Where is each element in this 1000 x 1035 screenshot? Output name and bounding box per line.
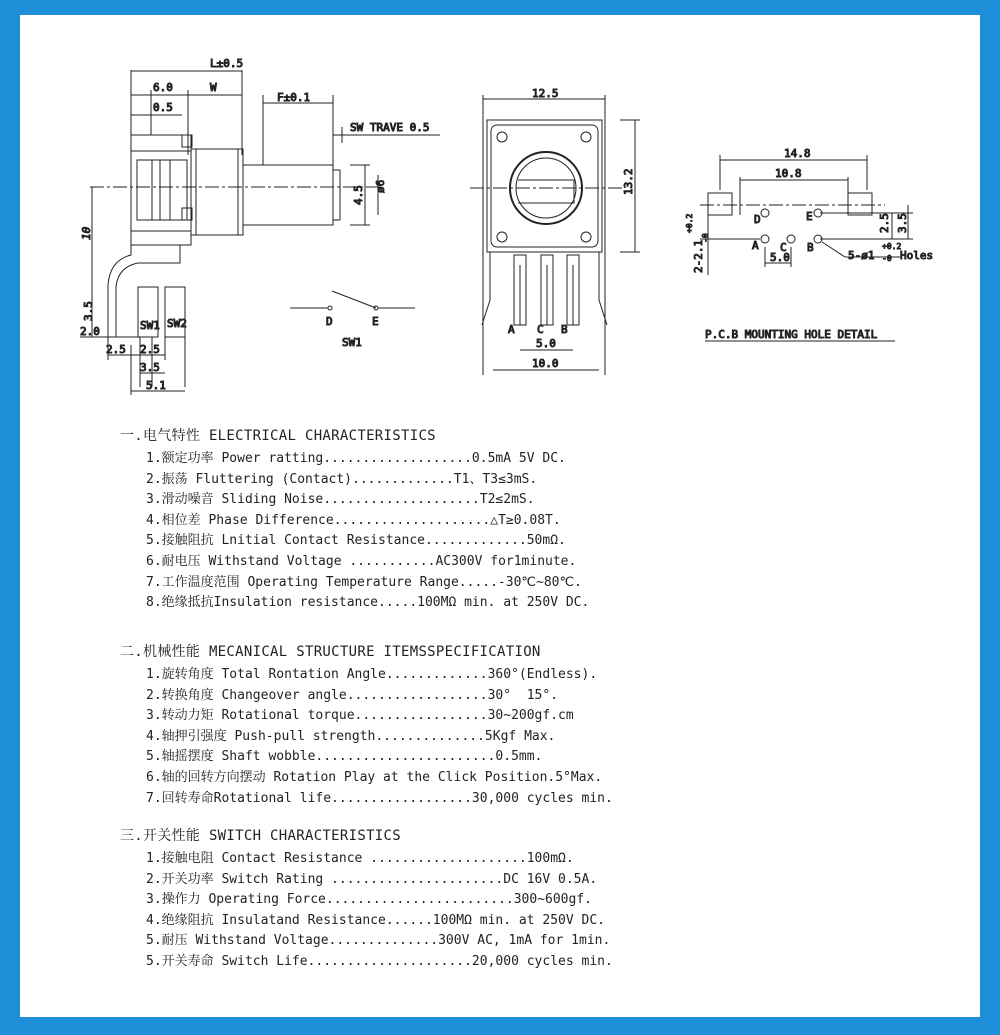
mechanical-section (120, 641, 613, 809)
spec-line: 3.滑动噪音 Sliding Noise....................T2≤2mS. (146, 492, 535, 508)
dim-3-5-left: 3.5 (82, 301, 95, 321)
switch-label: SW1 (342, 336, 362, 349)
spec-line: 5.轴摇摆度 Shaft wobble.......................0.5mm. (146, 749, 543, 765)
switch-pin-d: D (326, 315, 333, 328)
spec-line: 7.回转寿命Rotational life..................30,000 cycles min. (146, 790, 613, 806)
spec-line: 4.轴押引强度 Push-pull strength..............5Kgf Max. (146, 728, 556, 744)
dim-2-2-1: 2-2.1 (692, 239, 705, 273)
dim-4-5: 4.5 (352, 185, 365, 205)
spec-line: 5.接触阻抗 Lnitial Contact Resistance.............50mΩ. (146, 533, 566, 549)
dim-5-1: 5.1 (146, 379, 166, 392)
switch-pin-e: E (372, 315, 379, 328)
switch-list (120, 849, 613, 973)
label-sw1: SW1 (140, 319, 160, 332)
switch-section (120, 825, 613, 973)
technical-drawing (20, 15, 980, 415)
holes-prefix: 5-ø1 (848, 249, 875, 262)
dim-2-5-a: 2.5 (106, 343, 126, 356)
dim-3-5-bottom: 3.5 (140, 361, 160, 374)
spec-line: 1.接触电阻 Contact Resistance ....................100mΩ. (146, 851, 574, 866)
dim-14-8: 14.8 (784, 147, 811, 160)
spec-line: 6.耐电压 Withstand Voltage ...........AC300V for1minute. (146, 553, 577, 569)
dim-pcb-2-5: 2.5 (878, 213, 891, 233)
holes-suffix: Holes (900, 249, 934, 262)
dim-10-0: 10.0 (532, 357, 559, 370)
spec-line: 4.相位差 Phase Difference....................△T≥0.08T. (146, 512, 561, 528)
dim-l: L±0.5 (210, 57, 244, 70)
holes-tol-plus: +0.2 (882, 242, 902, 251)
dim-12-5: 12.5 (532, 87, 559, 100)
dim-pcb-5-0: 5.0 (770, 251, 790, 264)
dim-0-5: 0.5 (153, 101, 173, 114)
section-title-electrical: 一.电气特性 ELECTRICAL CHARACTERISTICS (120, 428, 436, 444)
pcb-hole-c: C (780, 241, 787, 254)
spec-line: 5.耐压 Withstand Voltage..............300V AC, 1mA for 1min. (146, 933, 611, 949)
dim-w: W (210, 81, 217, 94)
spec-line: 2.开关功率 Switch Rating ......................DC 16V 0.5A. (146, 871, 598, 887)
dim-6-0: 6.0 (153, 81, 173, 94)
spec-line: 8.绝缘抵抗Insulation resistance.....100MΩ min. at 250V DC. (146, 595, 590, 611)
dim-phi6: ø6 (374, 179, 387, 193)
spec-line: 2.振荡 Fluttering (Contact).............T1、T3≤3mS. (146, 471, 538, 487)
switch-symbol (290, 291, 415, 310)
spec-line: 3.转动力矩 Rotational torque.................30~200gf.cm (146, 708, 574, 724)
dim-10-8: 10.8 (775, 167, 802, 180)
front-pin-c: C (537, 323, 544, 336)
mechanical-list (120, 665, 613, 809)
section-title-switch: 三.开关性能 SWITCH CHARACTERISTICS (120, 828, 401, 844)
spec-line: 3.操作力 Operating Force........................300~600gf. (146, 892, 592, 908)
spec-line: 4.绝缘阻抗 Insulatand Resistance......100MΩ min. at 250V DC. (146, 912, 605, 928)
pcb-hole-a: A (752, 239, 759, 252)
datasheet-page (20, 15, 980, 1017)
section-title-mechanical: 二.机械性能 MECANICAL STRUCTURE ITEMSSPECIFICATION (120, 644, 541, 660)
spec-line: 5.开关寿命 Switch Life.....................20,000 cycles min. (146, 953, 613, 969)
pcb-hole-e: E (806, 210, 813, 223)
dim-pcb-3-5: 3.5 (896, 213, 909, 233)
pcb-hole-d: D (754, 213, 761, 226)
front-pin-a: A (508, 323, 515, 336)
spec-line: 7.工作温度范围 Operating Temperature Range.....-30℃~80℃. (146, 574, 582, 590)
holes-tol-zero: -0 (882, 254, 892, 263)
dim-2-2-1-tol-zero: -0 (701, 233, 710, 243)
electrical-list (120, 449, 589, 614)
spec-line: 1.旋转角度 Total Rontation Angle.............360°(Endless). (146, 667, 598, 682)
spec-line: 2.转换角度 Changeover angle..................30° 15°. (146, 687, 559, 703)
spec-line: 6.轴的回转方向摆动 Rotation Play at the Click Position.5°Max. (146, 769, 603, 785)
dim-f: F±0.1 (277, 91, 311, 104)
dim-2-0: 2.0 (80, 325, 100, 338)
pcb-detail-caption: P.C.B MOUNTING HOLE DETAIL (705, 328, 878, 341)
dim-13-2: 13.2 (622, 168, 635, 195)
spec-line: 1.额定功率 Power ratting...................0.5mA 5V DC. (146, 451, 566, 466)
side-view (80, 70, 440, 395)
label-sw2: SW2 (167, 317, 187, 330)
dim-2-5-b: 2.5 (140, 343, 160, 356)
pcb-hole-b: B (807, 241, 814, 254)
sw-trave-label: SW TRAVE 0.5 (350, 121, 430, 134)
dim-10: 10 (80, 226, 93, 240)
front-pin-b: B (561, 323, 568, 336)
dim-2-2-1-tol-plus: +0.2 (685, 213, 694, 233)
electrical-section (120, 425, 589, 614)
front-view (470, 95, 640, 375)
dim-5-0-front: 5.0 (536, 337, 556, 350)
